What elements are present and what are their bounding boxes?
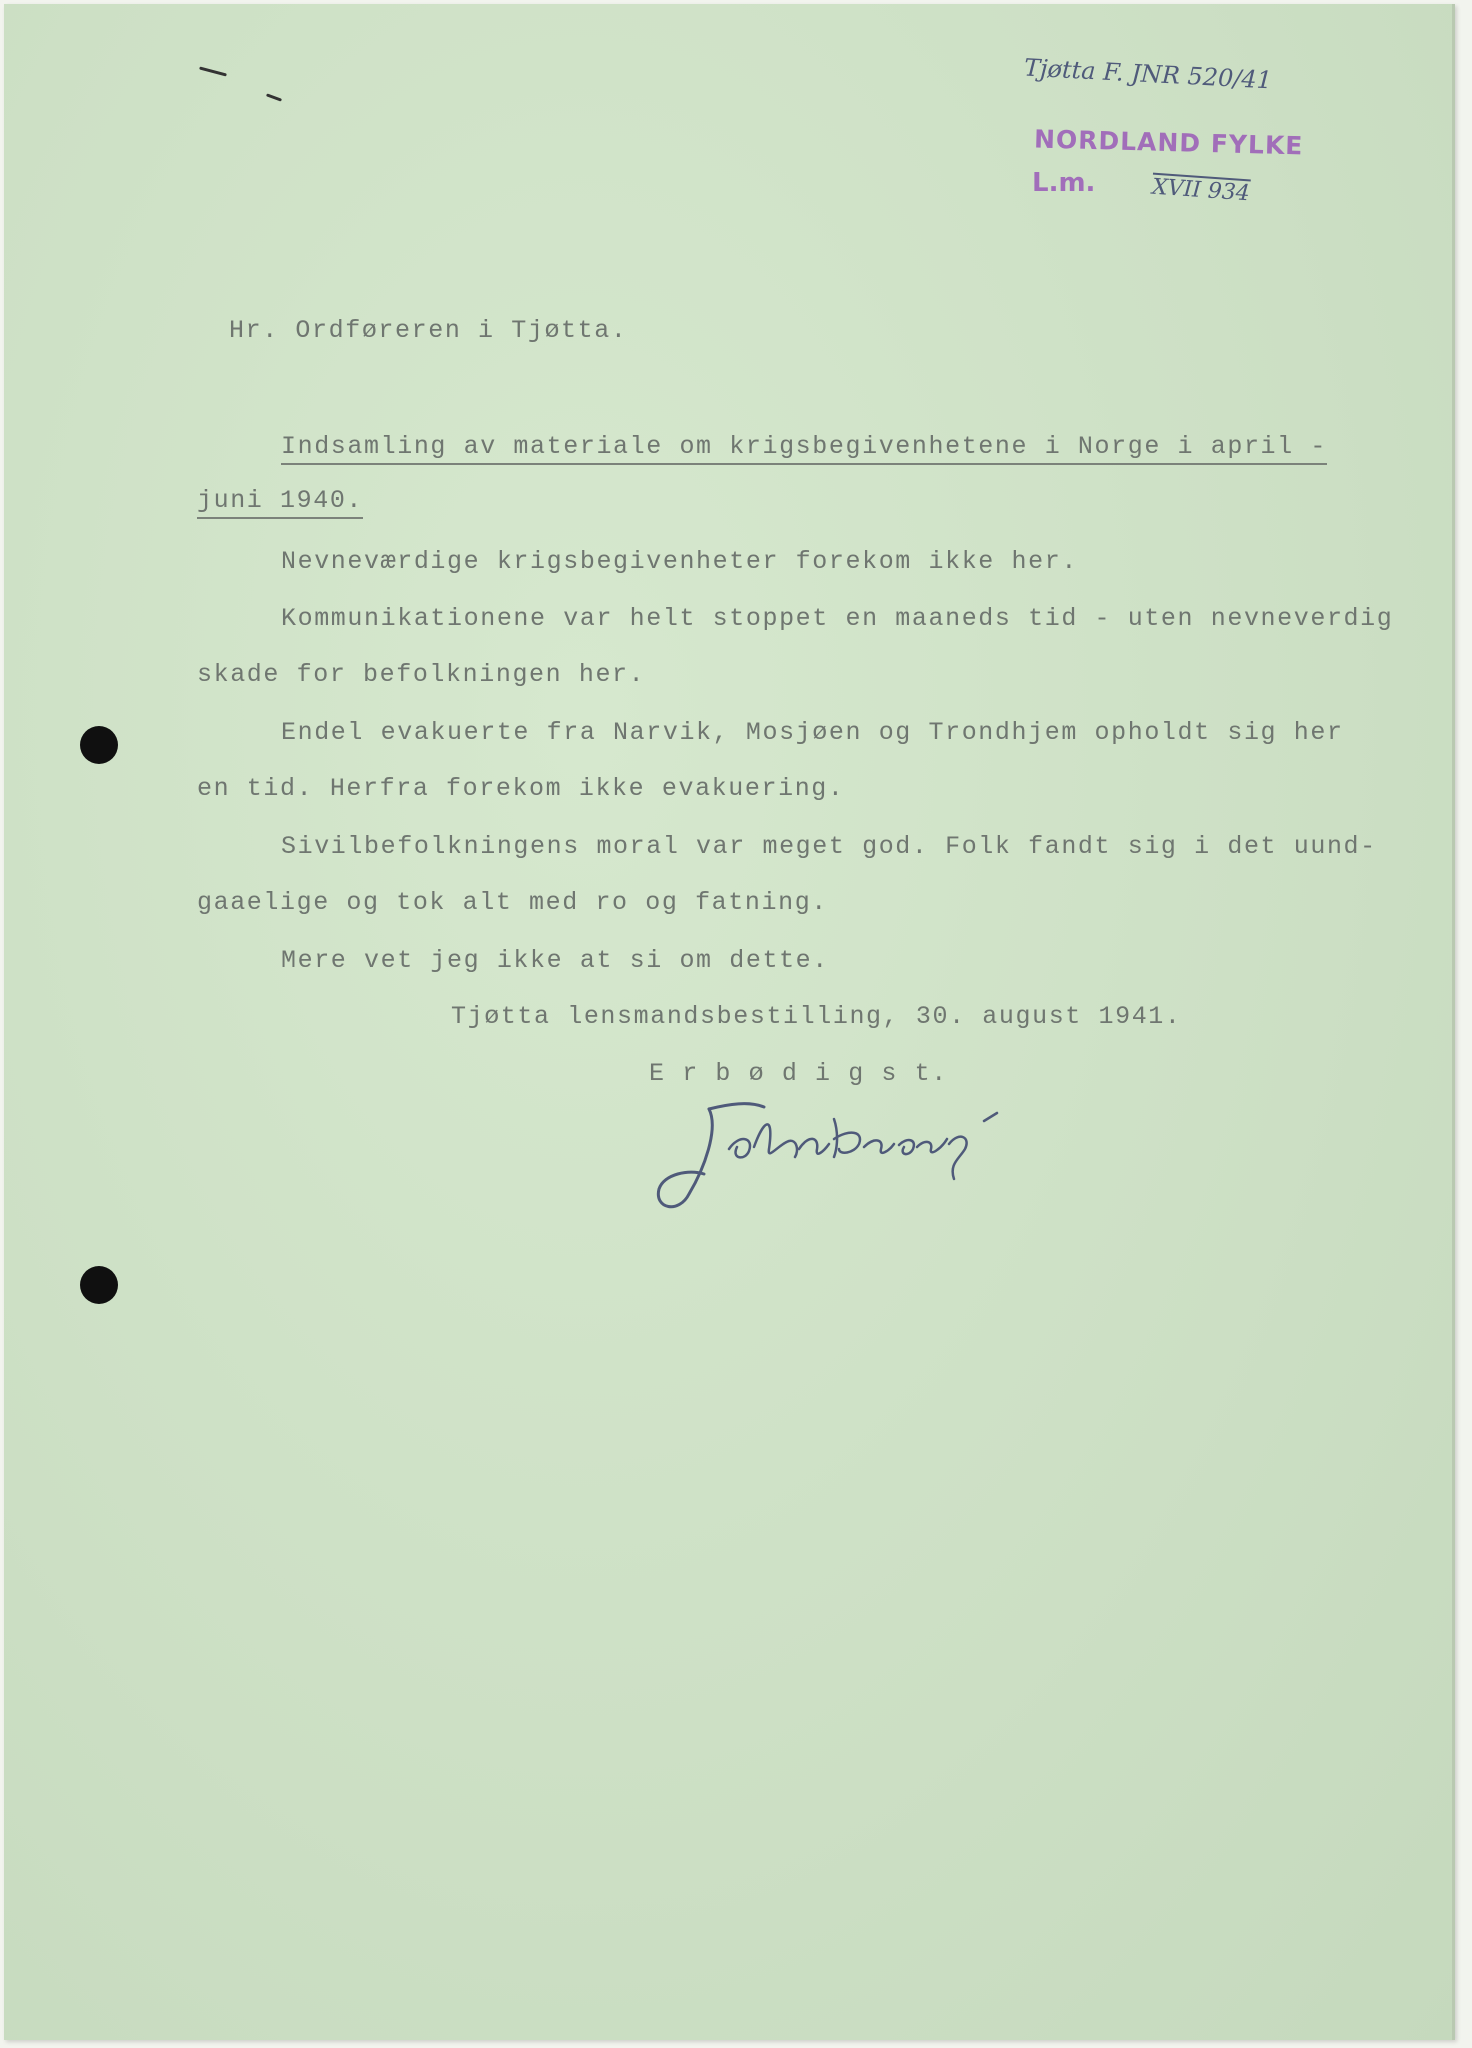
body-line: Endel evakuerte fra Narvik, Mosjøen og Trondhjem opholdt sig her <box>281 718 1344 747</box>
journal-reference: Tjøtta F. JNR 520/41 <box>1023 53 1273 95</box>
letter-page <box>4 4 1455 2040</box>
archive-stamp-title: NORDLAND FYLKE <box>1033 124 1304 161</box>
body-line: Sivilbefolkningens moral var meget god. Folk fandt sig i det uund- <box>281 832 1377 861</box>
pencil-mark <box>199 66 227 76</box>
body-line: en tid. Herfra forekom ikke evakuering. <box>197 774 845 803</box>
subject-line-1: Indsamling av materiale om krigsbegivenhetene i Norge i april - <box>281 432 1327 465</box>
recipient-line: Hr. Ordføreren i Tjøtta. <box>229 316 628 345</box>
archive-stamp-date: XVII 934 <box>1151 174 1251 207</box>
pencil-mark <box>266 93 282 101</box>
body-line: Kommunikationene var helt stoppet en maaneds tid - uten nevneverdig <box>281 604 1394 633</box>
place-date-line: Tjøtta lensmandsbestilling, 30. august 1941. <box>451 1002 1182 1031</box>
body-line: Nevneværdige krigsbegivenheter forekom ikke her. <box>281 547 1078 576</box>
subject-line-2: juni 1940. <box>197 486 363 519</box>
punch-hole <box>80 726 118 764</box>
body-line: gaaelige og tok alt med ro og fatning. <box>197 888 828 917</box>
body-line: skade for befolkningen her. <box>197 660 646 689</box>
archive-stamp-office: L.m. <box>1032 168 1096 198</box>
signature-graphic <box>649 1089 1149 1219</box>
punch-hole <box>80 1266 118 1304</box>
body-line: Mere vet jeg ikke at si om dette. <box>281 946 829 975</box>
closing-line: E r b ø d i g s t. <box>649 1059 948 1088</box>
